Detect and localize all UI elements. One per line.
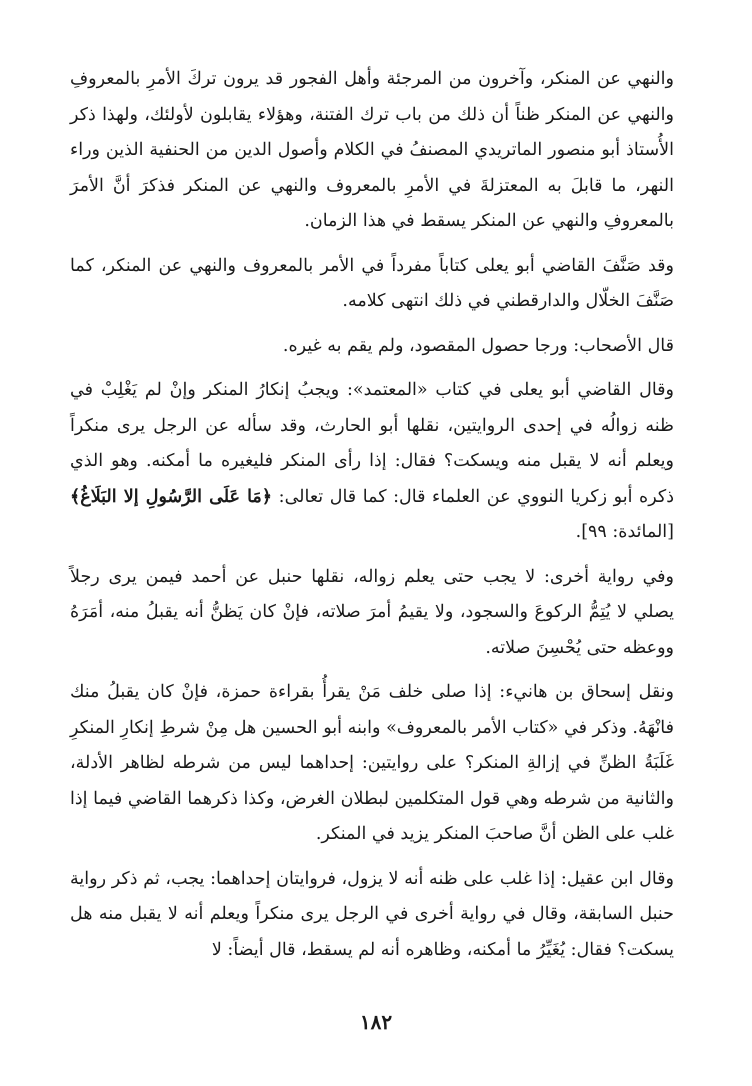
paragraph-3: قال الأصحاب: ورجا حصول المقصود، ولم يقم به غيره. <box>282 335 674 356</box>
verse-citation: [المائدة: ٩٩]. <box>575 522 674 542</box>
paragraph-6: ونقل إسحاق بن هانيء: إذا صلى خلف مَنْ يقرأُ بقراءة حمزة، فإنْ كان يقبلُ منك فانْهَهُ. وذكر في «كتاب الأمر بالمعروف» وابنه أبو الحسين هل مِنْ شرطِ إنكارِ المنكرِ غَلَبَةُ الظنِّ في إزالةِ المنكر؟ على روايتين: إحداهما ليس من شرطه لظاهر الأدلة، والثانية من شرطه وهي قول المتكلمين لبطلان الغرض، وكذا ذكرهما القاضي فيما إذا غلب على الظن أنَّ صاحبَ المنكر يزيد في المنكر. <box>70 682 674 844</box>
paragraph-4-text: وقال القاضي أبو يعلى في كتاب «المعتمد»: ويجبُ إنكارُ المنكر وإنْ لم يَغْلِبْ في ظنه زوالُه في إحدى الروايتين، نقلها أبو الحارث، وقد سأله عن الرجل يرى منكراً ويعلم أنه لا يقبل منه ويسكت؟ فقال: إذا رأى المنكر فليغيره ما أمكنه. وهو الذي ذكره أبو زكريا النووي عن العلماء قال: كما قال تعالى: <box>70 380 674 507</box>
page-number: ١٨٢ <box>359 1010 393 1034</box>
paragraph-5: وفي رواية أخرى: لا يجب حتى يعلم زواله، نقلها حنبل عن أحمد فيمن يرى رجلاً يصلي لا يُتِمُّ الركوعَ والسجود، ولا يقيمُ أمرَ صلاته، فإنْ كان يَظنُّ أنه يقبلُ منه، أمَرَهُ ووعظه حتى يُحْسِنَ صلاته. <box>70 566 674 658</box>
paragraph-2: وقد صَنَّفَ القاضي أبو يعلى كتاباً مفرداً في الأمر بالمعروف والنهي عن المنكر، كما صَنَّفَ الخلّال والدارقطني في ذلك انتهى كلامه. <box>70 255 674 311</box>
quran-verse: ﴿مَا عَلَى الرَّسُولِ إلا البَلَاغُ﴾ <box>70 486 273 507</box>
paragraph-1: والنهي عن المنكر، وآخرون من المرجئة وأهل الفجور قد يرون تركَ الأمرِ بالمعروفِ والنهي عن المنكر ظناً أن ذلك من باب ترك الفتنة، وهؤلاء يقابلون لأولئك، ولهذا ذكر الأُستاذ أبو منصور الماتريدي المصنفُ في الكلام وأصول الدين من الحنفية الذين وراء النهر، ما قابلَ به المعتزلةَ في الأمرِ بالمعروف والنهي عن المنكر فذكرَ أنَّ الأمرَ بالمعروفِ والنهي عن المنكر يسقط في هذا الزمان. <box>70 69 674 231</box>
paragraph-4 <box>70 373 674 551</box>
paragraph-7: وقال ابن عقيل: إذا غلب على ظنه أنه لا يزول، فروايتان إحداهما: يجب، ثم ذكر رواية حنبل السابقة، وقال في رواية أخرى في الرجل يرى منكراً ويعلم أنه لا يقبل منه هل يسكت؟ فقال: يُغَيِّرُ ما أمكنه، وظاهره أنه لم يسقط، قال أيضاً: لا <box>70 868 674 960</box>
